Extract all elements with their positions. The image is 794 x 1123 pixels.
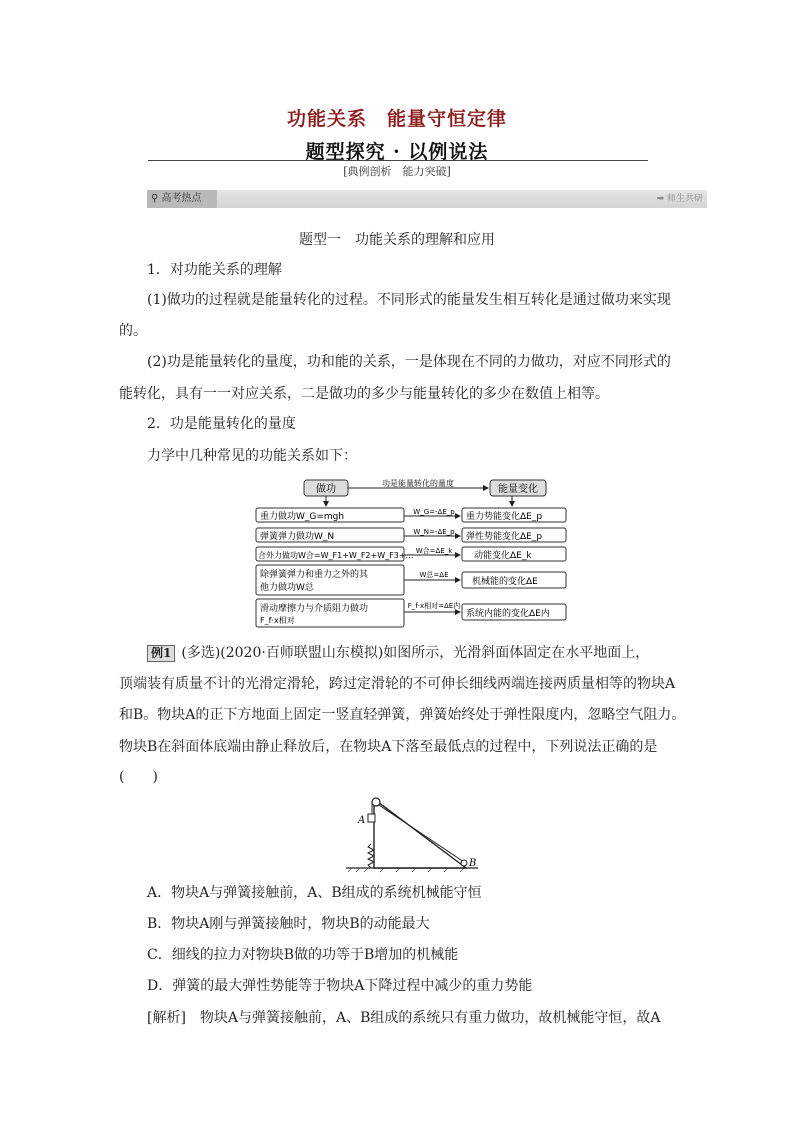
topic-bar-right-label: ➡ 师生共研 <box>656 194 703 204</box>
label-b: B <box>469 858 477 869</box>
diagram-top-mid: 功是能量转化的量度 <box>382 479 454 488</box>
svg-text:W_G=-ΔE_p: W_G=-ΔE_p <box>413 508 455 516</box>
incline-body <box>374 802 466 868</box>
p2-heading: 2．功是能量转化的量度 <box>147 416 296 432</box>
label-a: A <box>358 815 366 826</box>
p1-2-line2: 能转化，具有一一对应关系，二是做功的多少与能量转化的多少在数值上相等。 <box>119 386 609 402</box>
svg-text:F_f·x相对: F_f·x相对 <box>260 616 295 625</box>
svg-text:W_N=-ΔE_p: W_N=-ΔE_p <box>413 528 455 536</box>
diagram-row-4 <box>256 565 566 595</box>
svg-text:机械能的变化ΔE: 机械能的变化ΔE <box>472 577 538 587</box>
diagram-row-5 <box>256 599 566 627</box>
option-c: C．细线的拉力对物块B做的功等于B增加的机械能 <box>147 947 459 963</box>
example-line3: 和B。物块A的正下方地面上固定一竖直轻弹簧，弹簧始终处于弹性限度内，忽略空气阻力。 <box>119 707 686 723</box>
svg-text:他力做功W总: 他力做功W总 <box>260 583 314 593</box>
p1-heading: 1．对功能关系的理解 <box>147 262 282 278</box>
svg-text:合外力做功W合=W_F1+W_F2+W_F3+…: 合外力做功W合=W_F1+W_F2+W_F3+… <box>258 551 414 560</box>
pulley-icon <box>372 798 380 806</box>
svg-text:动能变化ΔE_k: 动能变化ΔE_k <box>474 551 532 561</box>
link-icon: ⚲ <box>151 193 159 204</box>
topic-bar-left-label: 高考热点 <box>161 193 202 204</box>
svg-text:重力做功W_G=mgh: 重力做功W_G=mgh <box>260 512 345 522</box>
option-a: A．物块A与弹簧接触前，A、B组成的系统机械能守恒 <box>147 885 482 901</box>
section-title: 题型探究 · 以例说法 <box>305 141 489 163</box>
diagram-row-2 <box>256 528 566 542</box>
svg-text:弹性势能变化ΔE_p: 弹性势能变化ΔE_p <box>466 532 543 542</box>
svg-text:重力势能变化ΔE_p: 重力势能变化ΔE_p <box>466 512 543 522</box>
svg-text:W合=ΔE_k: W合=ΔE_k <box>415 547 453 555</box>
p1-1-line2: 的。 <box>119 323 147 339</box>
example-badge: 例1 <box>147 645 175 662</box>
topic-bar <box>147 190 707 208</box>
analysis-line: [解析] 物块A与弹簧接触前，A、B组成的系统只有重力做功，故机械能守恒，故A <box>147 1010 661 1026</box>
incline-figure <box>340 792 490 874</box>
svg-text:弹簧弹力做功W_N: 弹簧弹力做功W_N <box>260 532 335 542</box>
option-b: B．物块A刚与弹簧接触时，物块B的动能最大 <box>147 916 430 932</box>
svg-text:W总=ΔE: W总=ΔE <box>419 571 449 579</box>
energy-relation-diagram <box>254 476 574 628</box>
example-line2: 顶端装有质量不计的光滑定滑轮，跨过定滑轮的不可伸长细线两端连接两质量相等的物块A <box>119 676 676 692</box>
title-rule <box>148 160 648 161</box>
p1-1-line1: (1)做功的过程就是能量转化的过程。不同形式的能量发生相互转化是通过做功来实现 <box>147 292 671 308</box>
diagram-row-1 <box>256 508 566 522</box>
topic-bar-left <box>147 190 217 208</box>
page-title: 功能关系 能量守恒定律 <box>286 108 507 130</box>
svg-text:系统内能的变化ΔE内: 系统内能的变化ΔE内 <box>466 609 550 619</box>
p2-intro: 力学中几种常见的功能关系如下： <box>147 448 357 464</box>
section-subtag: [典例剖析 能力突破] <box>343 165 451 178</box>
diagram-energy-label: 能量变化 <box>498 484 538 495</box>
diagram-row-3 <box>256 546 566 561</box>
block-a <box>368 814 375 822</box>
svg-text:滑动摩擦力与介质阻力做功: 滑动摩擦力与介质阻力做功 <box>260 604 369 614</box>
example-line5: ( ) <box>119 769 158 785</box>
diagram-work-label: 做功 <box>316 484 336 495</box>
option-d: D．弹簧的最大弹性势能等于物块A下降过程中减少的重力势能 <box>147 978 533 994</box>
example-line1: 例1 (多选)(2020·百师联盟山东模拟)如图所示，光滑斜面体固定在水平地面上， <box>147 643 707 663</box>
svg-text:除弹簧弹力和重力之外的其: 除弹簧弹力和重力之外的其 <box>260 570 369 580</box>
p1-2-line1: (2)功是能量转化的量度，功和能的关系，一是体现在不同的力做功，对应不同形式的 <box>147 354 671 370</box>
example-line4: 物块B在斜面体底端由静止释放后，在物块A下落至最低点的过程中，下列说法正确的是 <box>119 739 658 755</box>
spring-icon <box>368 844 374 868</box>
block-b <box>461 860 467 866</box>
svg-text:F_f·x相对=ΔE内: F_f·x相对=ΔE内 <box>407 602 461 610</box>
type-heading: 题型一 功能关系的理解和应用 <box>299 232 495 248</box>
